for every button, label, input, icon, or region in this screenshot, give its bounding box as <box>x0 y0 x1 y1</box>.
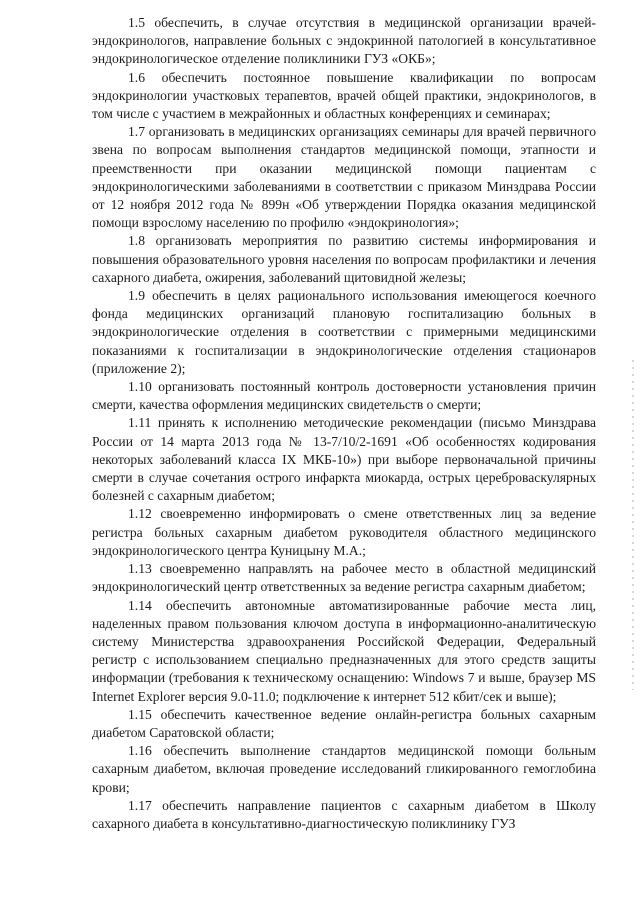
paragraph-1-11: 1.11 принять к исполнению методические рекомендации (письмо Минздрава России от 14 марта 2013 года № 13-7/10/2-1691 «Об особенностях кодирования некоторых заболеваний класса IX МКБ-10») при выборе первоначальной причины смерти в случае сочетания острого инфаркта миокарда, острых цереброваскулярных болезней с сахарным диабетом; <box>92 415 596 504</box>
scan-edge-artifact <box>632 360 634 690</box>
paragraph-1-10: 1.10 организовать постоянный контроль достоверности установления причин смерти, качества оформления медицинских свидетельств о смерти; <box>92 379 596 413</box>
document-body <box>92 14 596 833</box>
paragraph-1-12: 1.12 своевременно информировать о смене ответственных лиц за ведение регистра больных сахарным диабетом руководителя областного медицинского эндокринологического центра Куницыну М.А.; <box>92 506 596 558</box>
paragraph-1-13: 1.13 своевременно направлять на рабочее место в областной медицинский эндокринологический центр ответственных за ведение регистра сахарным диабетом; <box>92 561 596 595</box>
paragraph-1-7: 1.7 организовать в медицинских организациях семинары для врачей первичного звена по вопросам выполнения стандартов медицинской помощи, этапности и преемственности при оказании медицинской помощи пациентам с эндокринологическими заболеваниями в соответствии с приказом Минздрава России от 12 ноября 2012 года № 899н «Об утверждении Порядка оказания медицинской помощи взрослому населению по профилю «эндокринология»; <box>92 124 596 231</box>
paragraph-1-9: 1.9 обеспечить в целях рационального использования имеющегося коечного фонда медицинских организаций плановую госпитализацию больных в эндокринологические отделения в соответствии с примерными медицинскими показаниями к госпитализации в эндокринологические отделения стационаров (приложение 2); <box>92 288 596 376</box>
paragraph-1-15: 1.15 обеспечить качественное ведение онлайн-регистра больных сахарным диабетом Саратовской области; <box>92 706 596 740</box>
paragraph-1-16: 1.16 обеспечить выполнение стандартов медицинской помощи больным сахарным диабетом, включая проведение исследований гликированного гемоглобина крови; <box>92 743 596 795</box>
paragraph-1-5: 1.5 обеспечить, в случае отсутствия в медицинской организации врачей-эндокринологов, направление больных с эндокринной патологией в консультативное эндокринологическое отделение поликлиники ГУЗ «ОКБ»; <box>92 15 596 67</box>
paragraph-1-6: 1.6 обеспечить постоянное повышение квалификации по вопросам эндокринологии участковых терапевтов, врачей общей практики, эндокринологов, в том числе с участием в межрайонных и областных конференциях и семинарах; <box>92 69 596 122</box>
paragraph-1-8: 1.8 организовать мероприятия по развитию системы информирования и повышения образовательного уровня населения по вопросам профилактики и лечения сахарного диабета, ожирения, заболеваний щитовидной железы; <box>92 233 596 285</box>
paragraph-1-14: 1.14 обеспечить автономные автоматизированные рабочие места лиц, наделенных правом пользования ключом доступа в информационно-аналитическую систему Министерства здравоохранения Российской Федерации, Федеральный регистр с использованием специально предназначенных для этого средств защиты информации (требования к техническому оснащению: Windows 7 и выше, браузер MS Internet Explorer версия 9.0-11.0; подключение к интернет 512 кбит/сек и выше); <box>92 597 596 704</box>
paragraph-1-17: 1.17 обеспечить направление пациентов с сахарным диабетом в Школу сахарного диабета в консультативно-диагностическую поликлинику ГУЗ <box>92 797 596 831</box>
